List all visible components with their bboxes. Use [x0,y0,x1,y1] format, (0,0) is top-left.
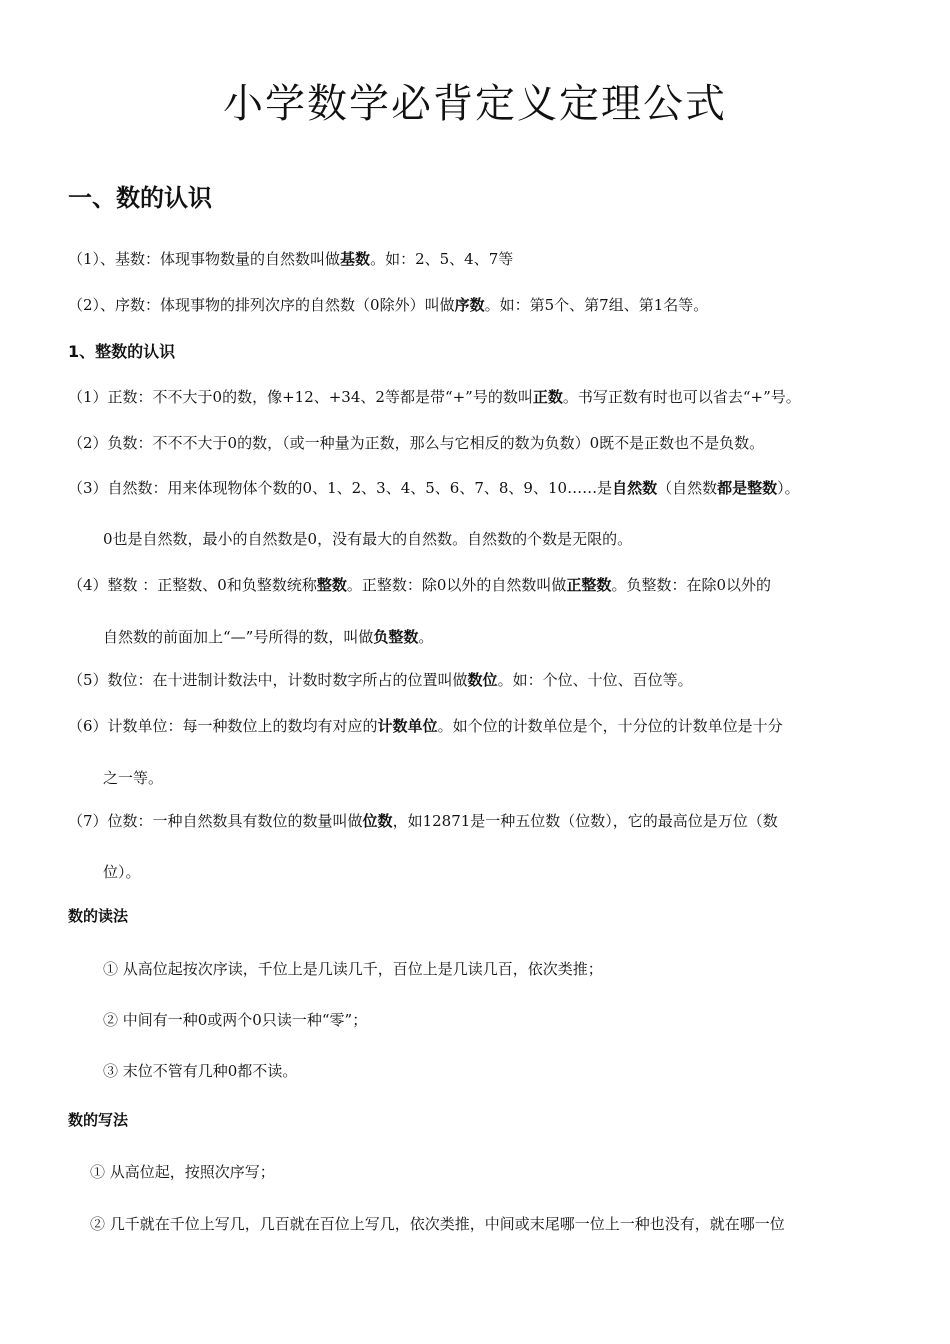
text-run: 。如个位的计数单位是个，十分位的计数单位是十分 [437,717,783,735]
text-run: ）。 [777,479,800,497]
paragraph-natural [68,477,800,498]
bold-term: 整数 [316,576,347,594]
bold-term: 位数 [362,812,393,830]
text-run: 。正整数：除0以外的自然数叫做 [346,576,567,594]
paragraph-cardinal [68,248,513,269]
section-heading: 一、数的认识 [68,184,212,212]
paragraph-counting-unit [68,715,783,736]
text-run: 。负整数：在除0以外的 [611,576,771,594]
paragraph-digits [68,810,778,831]
paragraph-ordinal [68,294,708,315]
paragraph-place [68,669,693,690]
reading-rule: ③ 末位不管有几种0都不读。 [103,1062,298,1080]
bold-term: 正数 [532,388,563,406]
text-run: （1）、基数：体现事物数量的自然数叫做 [68,250,341,268]
text-run: （2）、序数：体现事物的排列次序的自然数（0除外）叫做 [68,296,455,314]
writing-rule: ② 几千就在千位上写几，几百就在百位上写几，依次类推，中间或末尾哪一位上一种也没有，就在哪一位 [90,1215,785,1233]
paragraph-natural-cont: 0也是自然数，最小的自然数是0，没有最大的自然数。自然数的个数是无限的。 [103,530,633,548]
reading-rule: ① 从高位起按次序读，千位上是几读几千，百位上是几读几百，依次类推； [103,960,603,978]
subsection-heading: 1、整数的认识 [68,342,176,361]
text-run: 。如：个位、十位、百位等。 [497,671,693,689]
paragraph-integer-cont [103,626,433,647]
bold-term: 都是整数 [717,479,778,497]
document-title: 小学数学必背定义定理公式 [223,81,727,127]
paragraph-digits-cont: 位）。 [103,863,141,881]
bold-term: 负整数 [373,628,419,646]
text-run: （4）整数 ：正整数、0和负整数统称 [68,576,317,594]
text-run: ，如12871是一种五位数（位数），它的最高位是万位（数 [392,812,778,830]
text-run: （自然数 [657,479,718,497]
text-run: （5）数位：在十进制计数法中，计数时数字所占的位置叫做 [68,671,468,689]
text-run: 。书写正数有时也可以省去“+”号。 [562,388,801,406]
text-run: （3）自然数：用来体现物体个数的0、1、2、3、4、5、6、7、8、9、10……是 [68,479,613,497]
bold-term: 数位 [467,671,498,689]
text-run: （6）计数单位：每一种数位上的数均有对应的 [68,717,378,735]
reading-rule: ② 中间有一种0或两个0只读一种“零”； [103,1011,368,1029]
text-run: （7）位数：一种自然数具有数位的数量叫做 [68,812,363,830]
text-run: 。如：2、5、4、7等 [370,250,514,268]
paragraph-positive [68,386,801,407]
bold-term: 自然数 [612,479,658,497]
bold-term: 基数 [340,250,371,268]
text-run: 。如：第5个、第7组、第1名等。 [484,296,709,314]
bold-term: 正整数 [566,576,612,594]
paragraph-negative: （2）负数：不不不大于0的数，（或一种量为正数，那么与它相反的数为负数）0既不是正数也不是负数。 [68,434,765,452]
writing-heading: 数的写法 [68,1111,129,1129]
writing-rule: ① 从高位起，按照次序写； [90,1163,275,1181]
bold-term: 序数 [454,296,485,314]
reading-heading: 数的读法 [68,907,129,925]
text-run: 。 [418,628,434,646]
bold-term: 计数单位 [377,717,438,735]
text-run: （1）正数：不不大于0的数，像+12、+34、2等都是带“+”号的数叫 [68,388,533,406]
text-run: 自然数的前面加上“—”号所得的数，叫做 [103,628,374,646]
paragraph-counting-unit-cont: 之一等。 [103,769,164,787]
paragraph-integer [68,574,771,595]
